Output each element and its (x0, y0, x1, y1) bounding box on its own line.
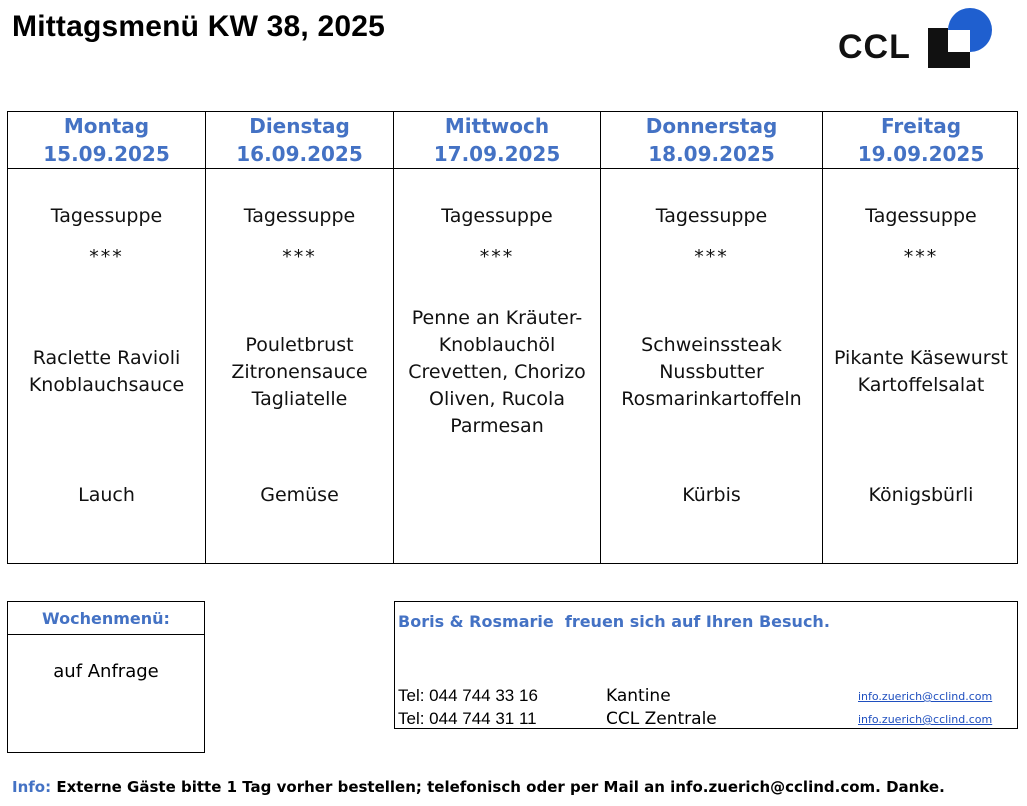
course-separator: *** (479, 246, 515, 268)
side-dish: Königsbürli (868, 484, 974, 506)
course-separator: *** (903, 246, 939, 268)
day-name: Donnerstag (645, 114, 778, 138)
side-dish: Lauch (78, 484, 135, 506)
course-separator: *** (89, 246, 124, 268)
day-header (394, 112, 600, 169)
phone-number: Tel: 044 744 31 11 (398, 709, 537, 728)
main-course-line: Zitronensauce (231, 360, 368, 383)
soup-item: Tagessuppe (865, 205, 977, 227)
weekly-menu-table (7, 111, 1018, 564)
day-column-wednesday (394, 112, 601, 563)
contact-label: Kantine (606, 686, 671, 706)
main-course (8, 292, 205, 452)
main-course-line: Crevetten, Chorizo (408, 360, 586, 383)
week-menu-text: auf Anfrage (53, 661, 159, 682)
ccl-logo-mark-icon (926, 8, 998, 72)
day-date: 19.09.2025 (857, 142, 985, 166)
info-text: Externe Gäste bitte 1 Tag vorher bestellen; telefonisch oder per Mail an info.zuerich@cclind.com. Danke. (51, 778, 945, 796)
day-header (206, 112, 393, 169)
company-logo (838, 8, 1000, 72)
main-course (206, 292, 393, 452)
logo-text: CCL (838, 28, 911, 66)
day-column-monday (8, 112, 206, 563)
main-course-line: Pouletbrust (245, 333, 354, 356)
main-course (601, 292, 822, 452)
day-header (8, 112, 205, 169)
main-course (394, 292, 600, 452)
greeting-text: Boris & Rosmarie freuen sich auf Ihren Besuch. (398, 612, 830, 631)
soup-item: Tagessuppe (655, 205, 768, 227)
day-column-thursday (601, 112, 823, 563)
main-course-line: Raclette Ravioli (32, 347, 181, 369)
side-dish: Kürbis (682, 484, 741, 506)
main-course-line: Rosmarinkartoffeln (621, 387, 802, 410)
main-course-line: Parmesan (450, 414, 544, 437)
soup-item: Tagessuppe (243, 205, 356, 227)
soup-item: Tagessuppe (50, 205, 163, 227)
info-footer (12, 778, 945, 796)
day-date: 18.09.2025 (648, 142, 775, 166)
contact-box (394, 601, 1018, 729)
week-menu-box (7, 601, 205, 753)
day-column-friday (823, 112, 1019, 563)
day-column-tuesday (206, 112, 394, 563)
contact-row (398, 686, 1012, 708)
main-course-line: Oliven, Rucola (429, 387, 565, 410)
day-name: Mittwoch (444, 114, 550, 138)
email-link[interactable]: info.zuerich@cclind.com (858, 713, 993, 726)
day-name: Freitag (880, 114, 962, 138)
day-header (823, 112, 1019, 169)
contact-row (398, 709, 1012, 731)
day-date: 16.09.2025 (236, 142, 363, 166)
main-course-line: Knoblauchöl (438, 333, 556, 356)
main-course-line: Kartoffelsalat (857, 374, 985, 396)
day-name: Dienstag (249, 114, 350, 138)
phone-number: Tel: 044 744 33 16 (398, 686, 538, 705)
day-name: Montag (63, 114, 150, 138)
page-title: Mittagsmenü KW 38, 2025 (12, 10, 386, 43)
day-header (601, 112, 822, 169)
main-course-line: Nussbutter (659, 360, 764, 383)
email-link[interactable]: info.zuerich@cclind.com (858, 690, 993, 703)
course-separator: *** (282, 246, 317, 268)
main-course-line: Schweinssteak (641, 333, 782, 356)
day-date: 15.09.2025 (43, 142, 170, 166)
main-course-line: Penne an Kräuter- (411, 306, 583, 329)
soup-item: Tagessuppe (441, 205, 553, 227)
day-date: 17.09.2025 (433, 142, 561, 166)
main-course-line: Tagliatelle (251, 387, 348, 410)
main-course-line: Pikante Käsewurst (834, 347, 1008, 369)
contact-label: CCL Zentrale (606, 709, 717, 729)
main-course (823, 292, 1019, 452)
week-menu-title: Wochenmenü: (8, 602, 204, 635)
main-course-line: Knoblauchsauce (28, 374, 185, 396)
info-label: Info: (12, 778, 52, 796)
side-dish: Gemüse (260, 484, 339, 506)
course-separator: *** (694, 246, 729, 268)
